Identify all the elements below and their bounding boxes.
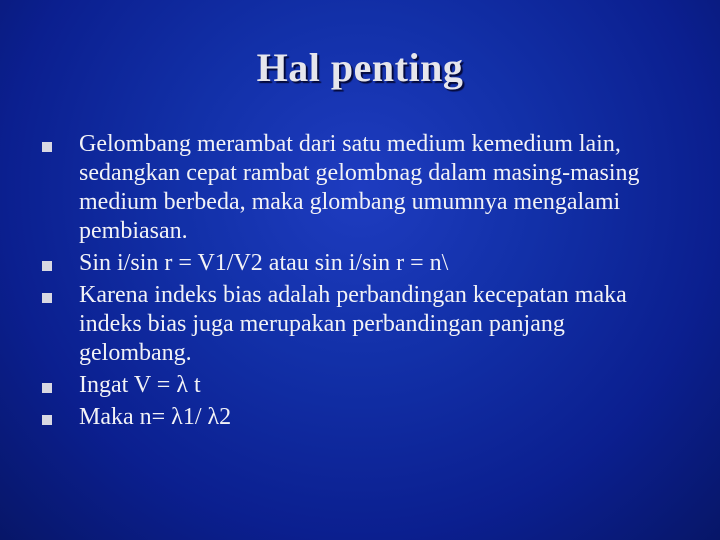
bullet-text: Ingat V = λ t	[79, 372, 201, 398]
bullet-text: Karena indeks bias adalah perbandingan kecepatan maka indeks bias juga merupakan perbandingan panjang gelombang.	[79, 282, 627, 366]
slide-title: Hal penting	[256, 45, 464, 90]
square-bullet-icon	[42, 415, 52, 425]
bullet-item	[42, 130, 662, 246]
bullet-text: Maka n= λ1/ λ2	[79, 404, 232, 430]
square-bullet-icon	[42, 293, 52, 303]
bullet-list	[42, 130, 662, 435]
bullet-item	[42, 281, 662, 368]
bullet-item	[42, 371, 662, 400]
square-bullet-icon	[42, 261, 52, 271]
square-bullet-icon	[42, 383, 52, 393]
bullet-item	[42, 249, 662, 278]
bullet-text: Gelombang merambat dari satu medium kemedium lain, sedangkan cepat rambat gelombnag dalam masing-masing medium berbeda, maka glombang umumnya mengalami pembiasan.	[79, 131, 640, 244]
bullet-text: Sin i/sin r = V1/V2 atau sin i/sin r = n\	[79, 250, 449, 276]
bullet-item	[42, 403, 662, 432]
square-bullet-icon	[42, 142, 52, 152]
